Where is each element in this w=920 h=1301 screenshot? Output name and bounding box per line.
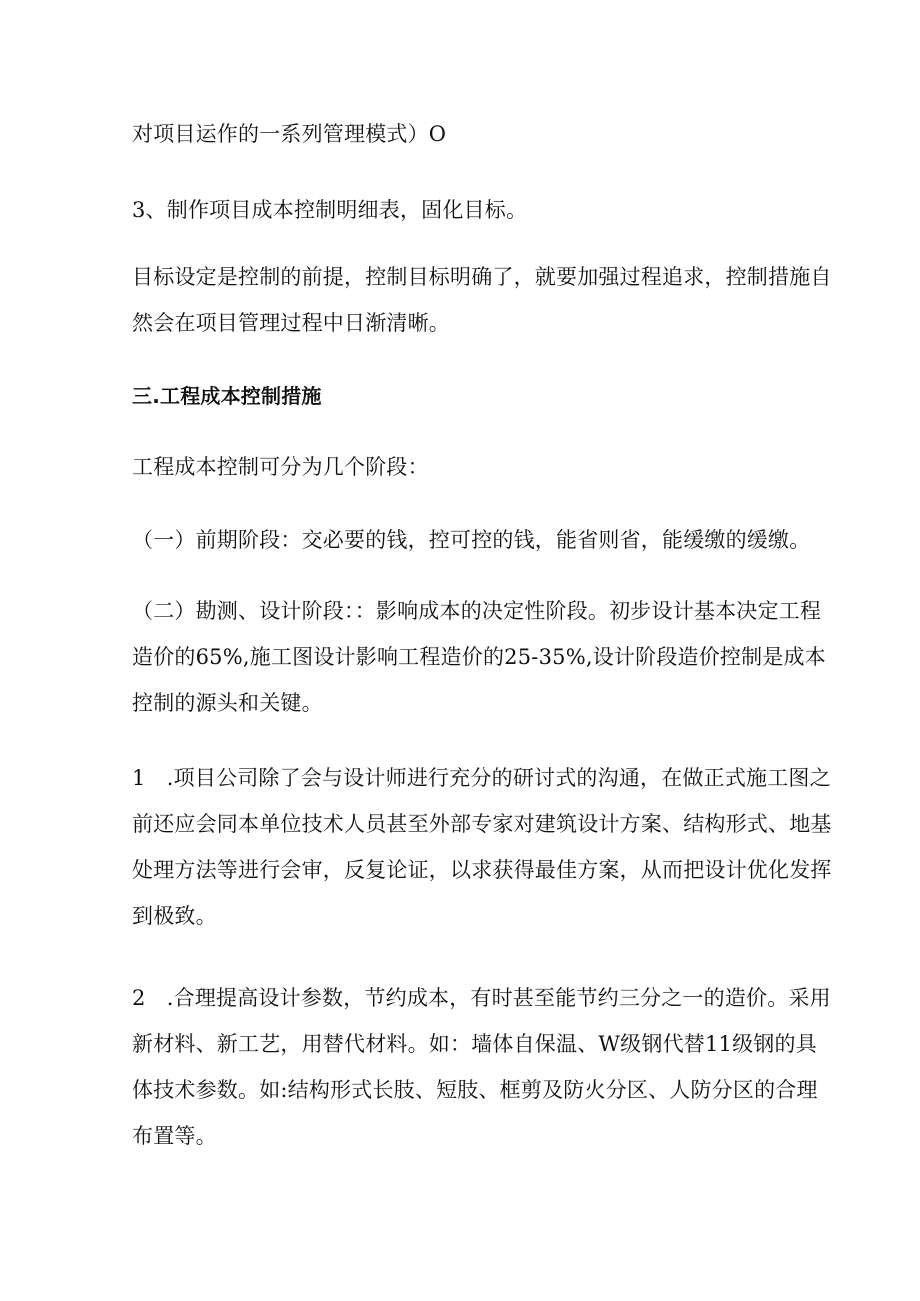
paragraph-survey-design-stage bbox=[132, 588, 826, 726]
text-line: 造价的65%,施工图设计影响工程造价的25-35%,设计阶段造价控制是成本 bbox=[132, 645, 826, 669]
text-line: 对项目运作的一系列管理模式）O bbox=[132, 122, 447, 146]
text-line: 体技术参数。如:结构形式长肢、短肢、框剪及防火分区、人防分区的合理 bbox=[132, 1078, 818, 1102]
section-heading-cost-control-measures bbox=[132, 373, 796, 419]
text-line: 前还应会同本单位技术人员甚至外部专家对建筑设计方案、结构形式、地基 bbox=[132, 812, 832, 836]
text-line: 3、制作项目成本控制明细表，固化目标。 bbox=[132, 198, 528, 222]
paragraph-item-1 bbox=[132, 755, 832, 939]
heading-text: 三.工程成本控制措施 bbox=[132, 384, 322, 408]
text-line: （一）前期阶段：交必要的钱，控可控的钱，能省则省，能缓缴的缓缴。 bbox=[132, 528, 811, 552]
text-line: 工程成本控制可分为几个阶段： bbox=[132, 455, 429, 479]
text-line: 目标设定是控制的前提，控制目标明确了，就要加强过程追求，控制措施自 bbox=[132, 265, 832, 289]
text-line: 控制的源头和关键。 bbox=[132, 691, 323, 715]
text-line: （二）勘测、设计阶段：：影响成本的决定性阶段。初步设计基本决定工程 bbox=[132, 599, 822, 623]
text-line: 1 .项目公司除了会与设计师进行充分的研讨式的沟通，在做正式施工图之 bbox=[132, 766, 831, 790]
paragraph-target-setting bbox=[132, 254, 832, 346]
paragraph-cost-detail-table bbox=[132, 187, 796, 233]
paragraph-early-stage bbox=[132, 517, 811, 563]
paragraph-management-mode bbox=[132, 111, 796, 157]
text-line: 新材料、新工艺，用替代材料。如：墙体自保温、W级钢代替11级钢的具 bbox=[132, 1032, 817, 1056]
paragraph-item-2 bbox=[132, 975, 831, 1159]
text-line: 2 .合理提高设计参数，节约成本，有时甚至能节约三分之一的造价。采用 bbox=[132, 986, 831, 1010]
text-line: 处理方法等进行会审，反复论证，以求获得最佳方案，从而把设计优化发挥 bbox=[132, 858, 832, 882]
text-line: 然会在项目管理过程中日渐清晰。 bbox=[132, 311, 450, 335]
text-line: 到极致。 bbox=[132, 904, 217, 928]
text-line: 布置等。 bbox=[132, 1124, 217, 1148]
paragraph-stages-intro bbox=[132, 444, 796, 490]
